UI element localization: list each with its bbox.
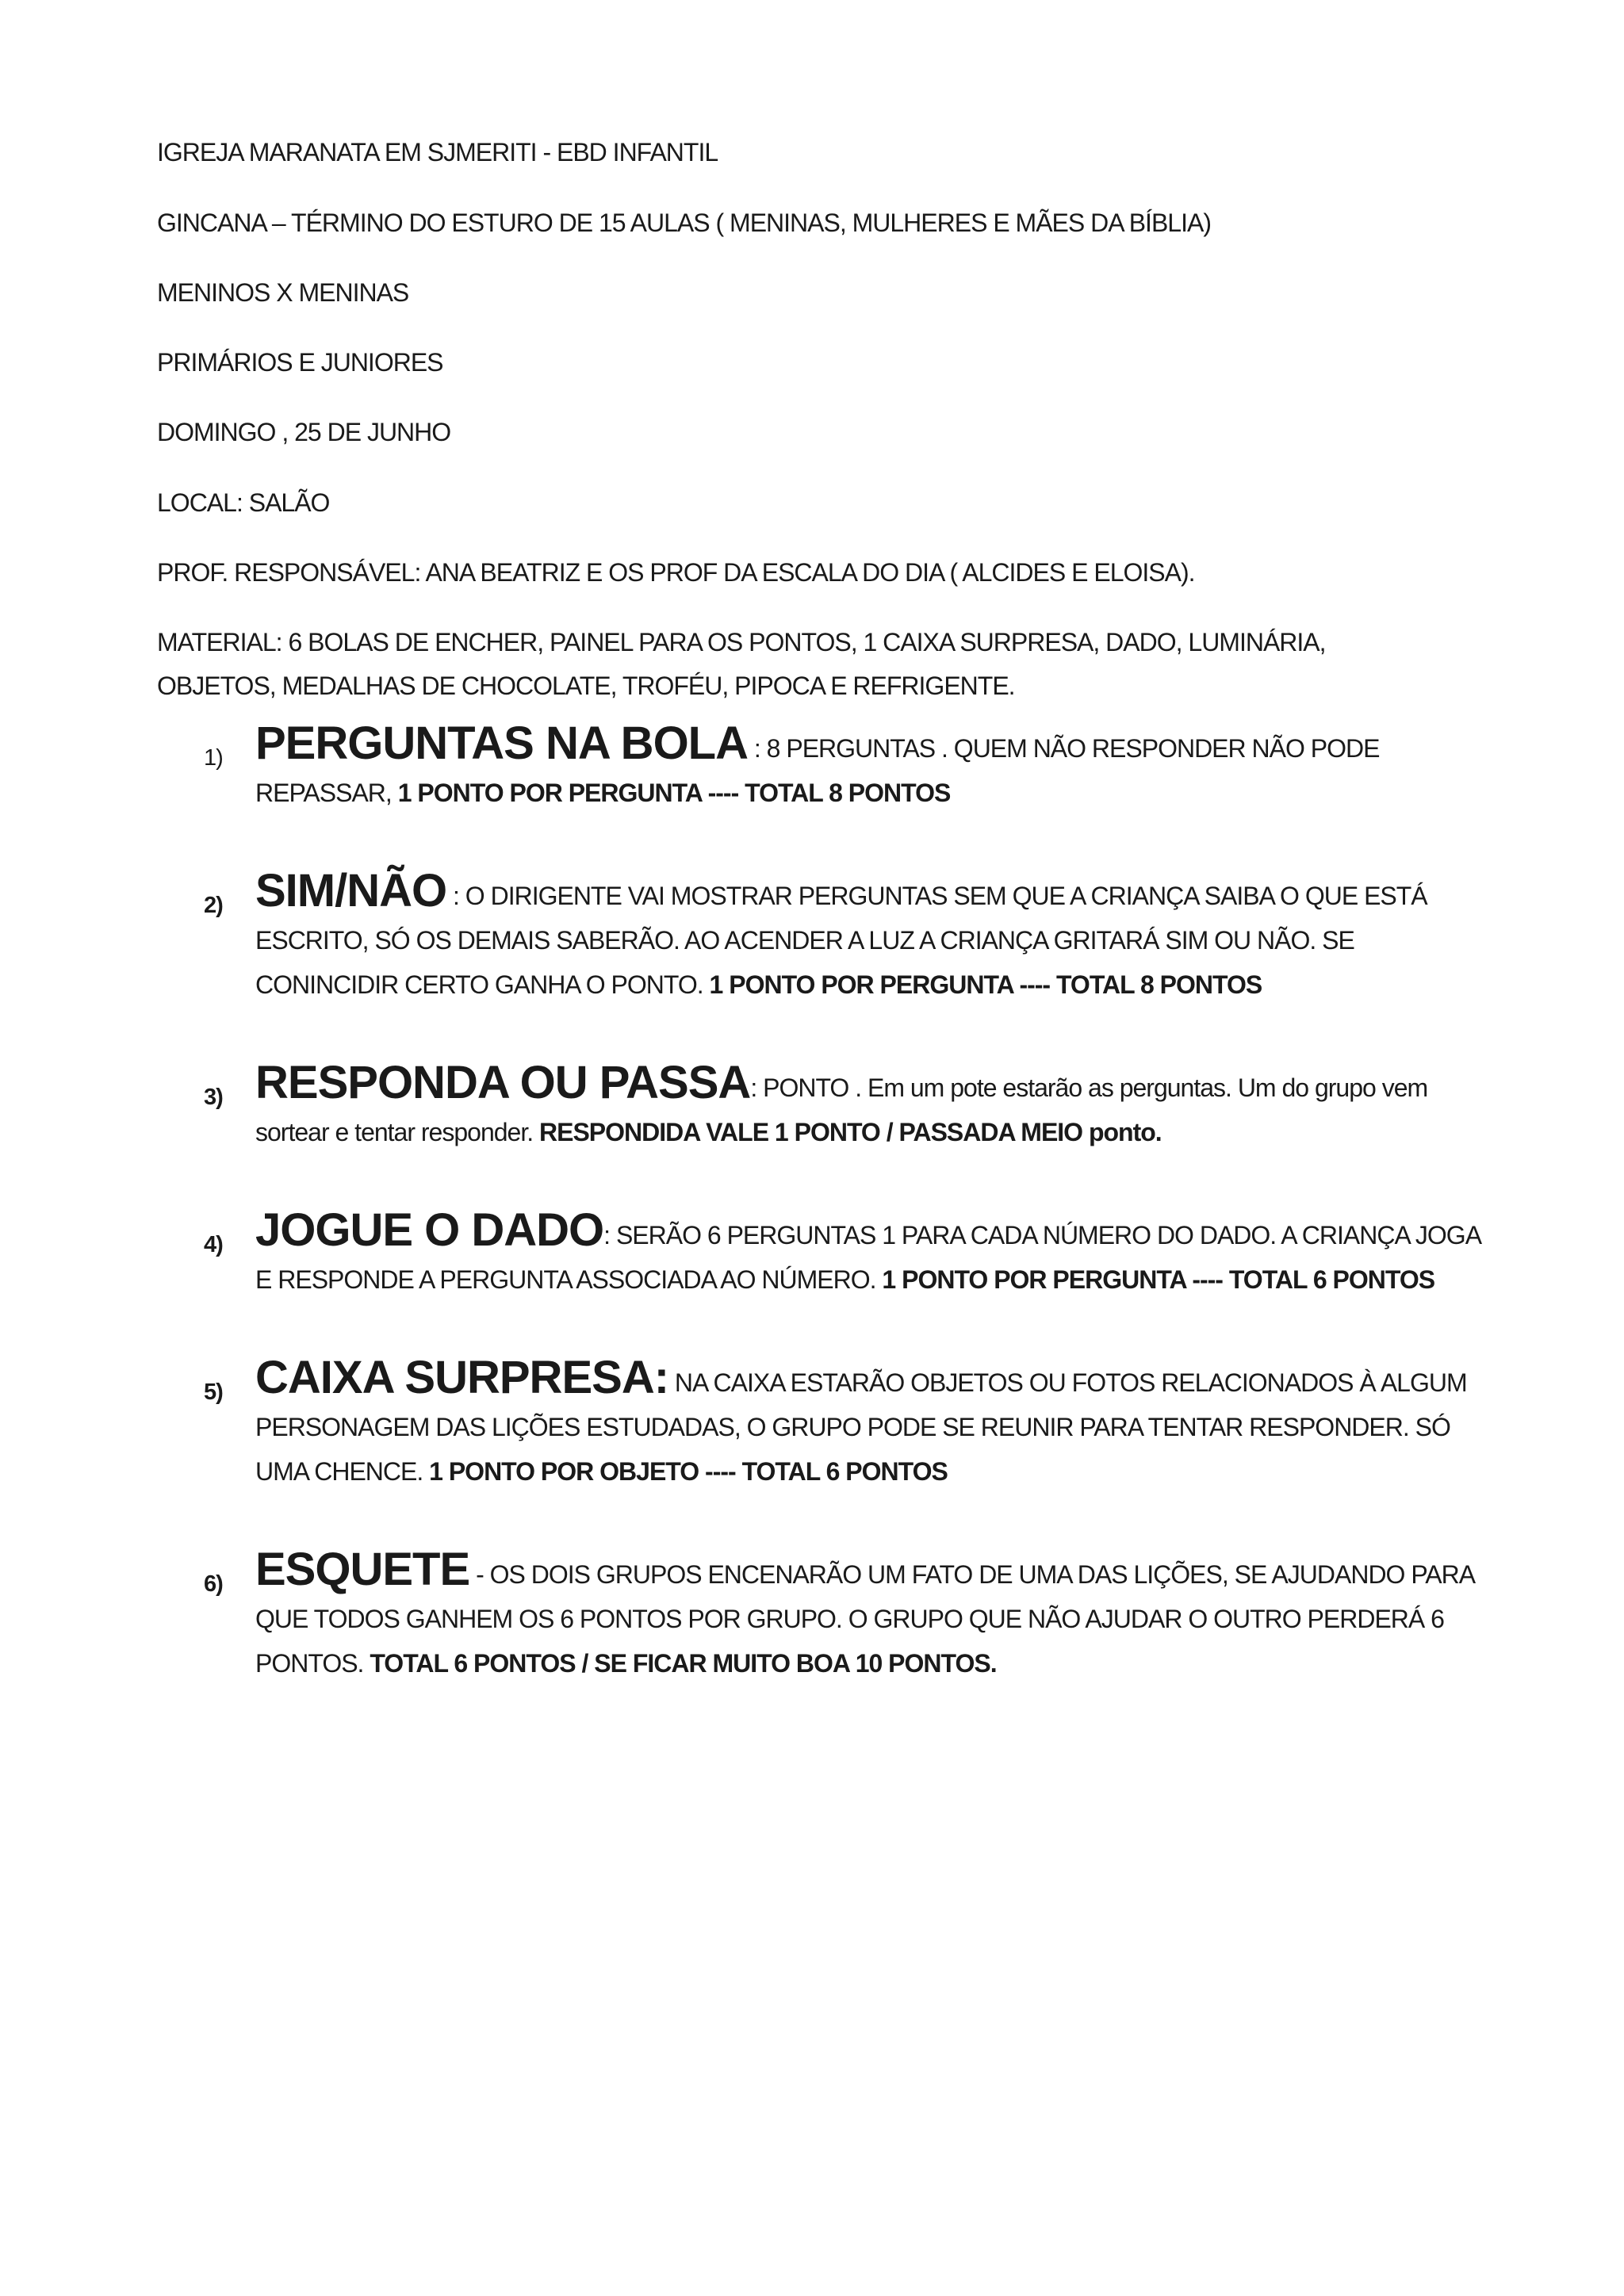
item-points: 1 PONTO POR PERGUNTA ---- TOTAL 6 PONTOS [875,1265,1435,1294]
item-number: 1) [204,745,223,771]
item-text: NA CAIXA ESTARÃO OBJETOS OU FOTOS RELACIONADOS À ALGUM PERSONAGEM DAS LIÇÕES ESTUDADAS, O GRUPO PODE SE REUNIR PARA TENTAR RESPONDER. SÓ UMA CHENCE. [255,1368,1467,1486]
activity-item [0,1204,1500,1302]
activity-list [0,718,1624,1686]
item-number: 5) [204,1380,223,1405]
teams-line: MENINOS X MENINAS [157,278,409,307]
activity-item [0,1352,1500,1494]
activity-item [0,1057,1500,1154]
material-line-2: OBJETOS, MEDALHAS DE CHOCOLATE, TROFÉU, PIPOCA E REFRIGENTE. [157,672,1015,700]
classes-line: PRIMÁRIOS E JUNIORES [157,348,443,377]
item-number: 3) [204,1085,223,1110]
item-points: 1 PONTO POR OBJETO ---- TOTAL 6 PONTOS [423,1457,948,1486]
item-points: RESPONDIDA VALE 1 PONTO / PASSADA MEIO ponto. [533,1118,1162,1146]
activity-item [0,1544,1500,1686]
prof-line: PROF. RESPONSÁVEL: ANA BEATRIZ E OS PROF DA ESCALA DO DIA ( ALCIDES E ELOISA). [157,558,1195,587]
item-title: SIM/NÃO [255,865,447,916]
item-title: PERGUNTAS NA BOLA [255,718,748,769]
item-number: 2) [204,893,223,918]
item-number: 6) [204,1571,223,1597]
item-title: CAIXA SURPRESA: [255,1352,669,1403]
gincana-line: GINCANA – TÉRMINO DO ESTURO DE 15 AULAS ( MENINAS, MULHERES E MÃES DA BÍBLIA) [157,209,1211,237]
local-line: LOCAL: SALÃO [157,488,330,517]
item-text: : O DIRIGENTE VAI MOSTRAR PERGUNTAS SEM QUE A CRIANÇA SAIBA O QUE ESTÁ ESCRITO, SÓ OS DEMAIS SABERÃO. AO ACENDER A LUZ A CRIANÇA GRITARÁ SIM OU NÃO. SE CONINCIDIR CERTO GANHA O PONTO. [255,882,1427,999]
item-text: : 8 PERGUNTAS . QUEM NÃO RESPONDER NÃO PODE REPASSAR, [255,734,1380,807]
item-text: : SERÃO 6 PERGUNTAS 1 PARA CADA NÚMERO DO DADO. A CRIANÇA JOGA E RESPONDE A PERGUNTA ASSOCIADA AO NÚMERO. [255,1221,1480,1294]
item-title: RESPONDA OU PASSA [255,1057,751,1108]
activity-item [0,718,1500,815]
item-title: ESQUETE [255,1544,470,1595]
item-text: : PONTO . Em um pote estarão as perguntas. Um do grupo vem sortear e tentar responder. [255,1073,1428,1146]
item-title: JOGUE O DADO [255,1204,604,1256]
item-points: 1 PONTO POR PERGUNTA ---- TOTAL 8 PONTOS [703,970,1262,999]
item-text: - OS DOIS GRUPOS ENCENARÃO UM FATO DE UMA DAS LIÇÕES, SE AJUDANDO PARA QUE TODOS GANHEM OS 6 PONTOS POR GRUPO. O GRUPO QUE NÃO AJUDAR O OUTRO PERDERÁ 6 PONTOS. [255,1560,1474,1678]
church-line: IGREJA MARANATA EM SJMERITI - EBD INFANTIL [157,138,718,166]
date-line: DOMINGO , 25 DE JUNHO [157,418,451,446]
item-points: 1 PONTO POR PERGUNTA ---- TOTAL 8 PONTOS [391,779,951,807]
material-line-1: MATERIAL: 6 BOLAS DE ENCHER, PAINEL PARA OS PONTOS, 1 CAIXA SURPRESA, DADO, LUMINÁRIA, [157,628,1326,656]
item-number: 4) [204,1232,223,1257]
item-points: TOTAL 6 PONTOS / SE FICAR MUITO BOA 10 PONTOS. [363,1649,997,1678]
activity-item [0,865,1500,1007]
